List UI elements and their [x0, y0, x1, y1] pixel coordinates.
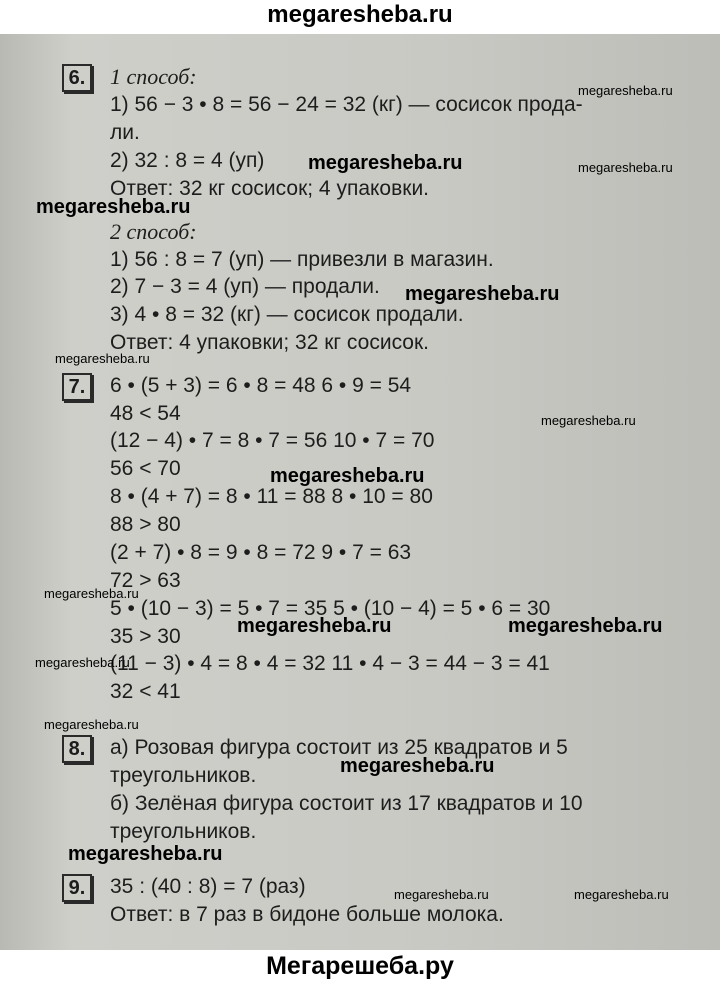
task-6-line-9: 3) 4 • 8 = 32 (кг) — сосисок продали.	[110, 303, 464, 326]
task-7-line-7: (2 + 7) • 8 = 9 • 8 = 72 9 • 7 = 63	[110, 541, 412, 564]
task-6-line-3: ли.	[110, 121, 140, 144]
watermark: megaresheba.ru	[578, 160, 673, 175]
site-footer: Мегарешеба.ру	[266, 952, 454, 980]
site-header: megaresheba.ru	[267, 1, 453, 28]
watermark: megaresheba.ru	[508, 615, 663, 637]
watermark: megaresheba.ru	[308, 152, 463, 174]
task-6-line-6: 2 способ:	[110, 219, 197, 244]
watermark: megaresheba.ru	[270, 465, 425, 487]
task-7-line-6: 88 > 80	[110, 513, 181, 536]
watermark: megaresheba.ru	[394, 887, 489, 902]
task-6-line-1: 1 способ:	[110, 64, 197, 89]
task-7-line-8: 72 > 63	[110, 569, 181, 592]
task-7-line-12: 32 < 41	[110, 680, 181, 703]
watermark: megaresheba.ru	[68, 843, 223, 865]
task-7-line-2: 48 < 54	[110, 402, 181, 425]
task-6-line-10: Ответ: 4 упаковки; 32 кг сосисок.	[110, 331, 430, 354]
task-7-line-10: 35 > 30	[110, 625, 181, 648]
task-8-number: 8.	[62, 735, 92, 763]
task-9-line-2: Ответ: в 7 раз в бидоне больше молока.	[110, 903, 504, 926]
task-7-line-11: (11 − 3) • 4 = 8 • 4 = 32 11 • 4 − 3 = 44 − 3 = 41	[110, 652, 550, 675]
task-7-line-1: 6 • (5 + 3) = 6 • 8 = 48 6 • 9 = 54	[110, 374, 412, 397]
watermark: megaresheba.ru	[36, 196, 191, 218]
task-7-number: 7.	[62, 373, 92, 401]
task-6-line-4: 2) 32 : 8 = 4 (уп)	[110, 149, 265, 172]
task-8-line-2: треугольников.	[110, 764, 257, 787]
task-8-line-3: б) Зелёная фигура состоит из 17 квадратов и 10	[110, 792, 583, 815]
watermark: megaresheba.ru	[541, 413, 636, 428]
task-9-number: 9.	[62, 874, 92, 902]
task-6-line-8: 2) 7 − 3 = 4 (уп) — продали.	[110, 275, 380, 298]
watermark: megaresheba.ru	[405, 283, 560, 305]
task-7-line-5: 8 • (4 + 7) = 8 • 11 = 88 8 • 10 = 80	[110, 485, 433, 508]
task-8-line-1: а) Розовая фигура состоит из 25 квадратов и 5	[110, 736, 568, 759]
task-7-line-9: 5 • (10 − 3) = 5 • 7 = 35 5 • (10 − 4) = 5 • 6 = 30	[110, 597, 551, 620]
watermark: megaresheba.ru	[35, 655, 130, 670]
task-6-line-2: 1) 56 − 3 • 8 = 56 − 24 = 32 (кг) — сосисок прода-	[110, 93, 583, 116]
watermark: megaresheba.ru	[55, 351, 150, 366]
task-6-line-5: Ответ: 32 кг сосисок; 4 упаковки.	[110, 177, 430, 200]
task-9-line-1: 35 : (40 : 8) = 7 (раз)	[110, 875, 306, 898]
task-6-line-7: 1) 56 : 8 = 7 (уп) — привезли в магазин.	[110, 248, 494, 271]
watermark: megaresheba.ru	[44, 717, 139, 732]
watermark: megaresheba.ru	[578, 83, 673, 98]
watermark: megaresheba.ru	[44, 586, 139, 601]
watermark: megaresheba.ru	[237, 615, 392, 637]
task-8-line-4: треугольников.	[110, 820, 257, 843]
watermark: megaresheba.ru	[574, 887, 669, 902]
task-7-line-4: 56 < 70	[110, 457, 181, 480]
task-7-line-3: (12 − 4) • 7 = 8 • 7 = 56 10 • 7 = 70	[110, 429, 435, 452]
watermark: megaresheba.ru	[340, 755, 495, 777]
task-6-number: 6.	[62, 64, 92, 92]
